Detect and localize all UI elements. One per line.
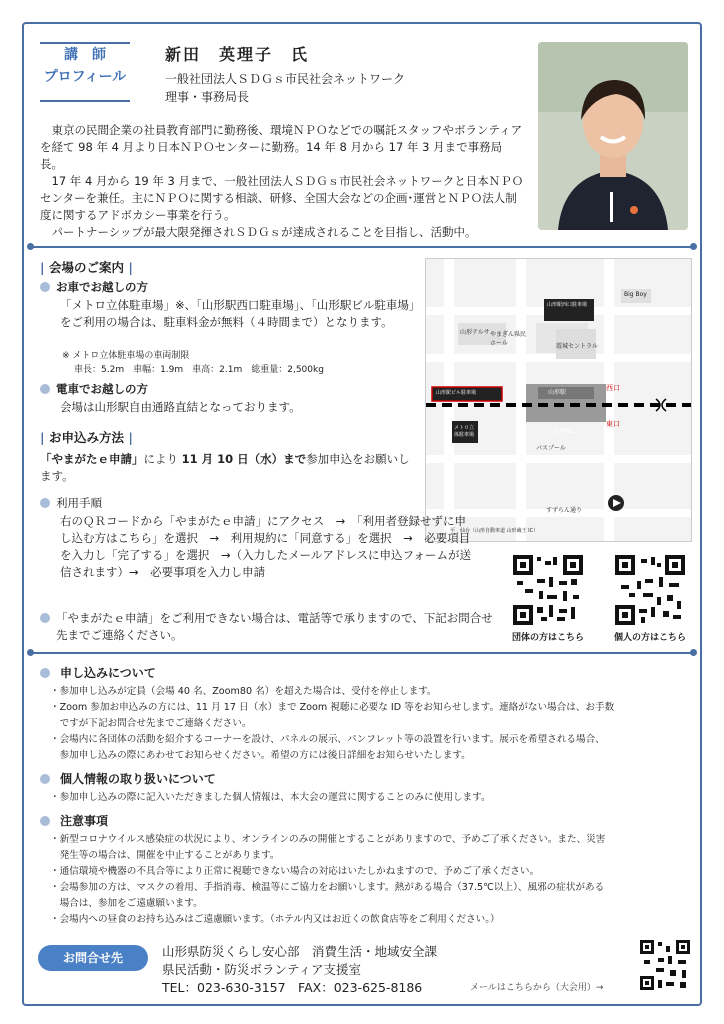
- lecturer-photo: [538, 42, 688, 230]
- note-line: ・参加申し込みが定員（会場 40 名、Zoom80 名）を超えた場合は、受付を停止します。: [50, 686, 437, 697]
- qr-caption-individual: 個人の方はこちら: [613, 633, 686, 643]
- map-label: 山形駅西口駐車場: [547, 302, 588, 308]
- contact-pill: お問合せ先: [38, 945, 148, 971]
- contact-info: [162, 943, 437, 997]
- lecturer-label-line1: 講 師: [64, 47, 106, 63]
- contact-line3: TEL：023-630-3157 FAX：023-625-8186: [162, 980, 423, 995]
- mail-note: メールはこちらから（大会用）→: [470, 983, 604, 993]
- venue-heading: | 会場のご案内 |: [40, 260, 133, 275]
- qr-caption-group: 団体の方はこちら: [511, 633, 584, 643]
- qr-code-mail[interactable]: [640, 940, 690, 990]
- steps-title: 利用手順: [40, 495, 102, 512]
- map-label: 霞城セントラル: [556, 343, 598, 350]
- note-line: ですが下記お問合せ先までご連絡ください。: [50, 718, 252, 729]
- map-label: 山形テルサ: [460, 329, 490, 336]
- lecturer-org-line2: 理事・事務局長: [165, 90, 250, 104]
- notes-heading-apply: 申し込みについて: [40, 662, 690, 681]
- note-line: ・通信環境や機器の不具合等により正常に視聴できない場合の対応はいたしかねますので、予めご了承ください。: [50, 866, 540, 877]
- note-line: ・新型コロナウイルス感染症の状況により、オンラインのみの開催とすることがありますので、予めご了承ください。また、災害: [50, 834, 606, 845]
- lecturer-label: [40, 42, 130, 102]
- map-label: 山形駅ビル駐車場: [436, 390, 477, 396]
- map-label: 至 仙台（山形自動車道 山形蔵王 IC）: [450, 528, 539, 534]
- note-line: ・Zoom 参加お申込みの方には、11 月 17 日（水）まで Zoom 視聴に必要な ID 等をお知らせします。連絡がない場合は、お手数: [50, 702, 615, 713]
- steps-text: 右のＱＲコードから「やまがたｅ申請」にアクセス → 「利用者登録せずに申し込む方はこちら」を選択 → 利用規約に「同意する」を選択 → 必要項目を入力し「完了する」を選択 →（入力したメールアドレスに申込フォームが送信されます）→ 必要事項を入力し申請: [60, 514, 471, 579]
- contact-line1: 山形県防災くらし安心部 消費生活・地域安全課: [162, 944, 438, 959]
- map-label: メトロ立体駐車場: [454, 425, 475, 438]
- map-label: パスプール: [536, 445, 566, 452]
- train-title: 電車でお越しの方: [40, 381, 148, 398]
- lecturer-name: 新田 英理子 氏: [165, 45, 310, 64]
- alt-text: 「やまがたｅ申請」をご利用できない場合は、電話等で承りますので、下記お問合せ先までご連絡ください。: [40, 610, 496, 644]
- contact-line2: 県民活動・防災ボランティア支援室: [162, 962, 362, 977]
- map-label: 山形駅: [548, 389, 567, 396]
- map-label: 西口: [606, 384, 620, 392]
- note-line: ・会場参加の方は、マスクの着用、手指消毒、検温等にご協力をお願いします。熱がある場合（37.5℃以上）、風邪の症状がある: [50, 882, 605, 893]
- divider: [30, 652, 694, 654]
- map-label: S-PAL: [554, 427, 574, 435]
- note-line: ・参加申し込みの際に記入いただきました個人情報は、本大会の運営に関することのみに使用します。: [50, 792, 491, 803]
- note-line: 発生等の場合は、開催を中止することがあります。: [50, 850, 280, 861]
- bio-paragraph: パートナーシップが最大限発揮されＳＤＧｓが達成されることを目指し、活動中。: [51, 225, 477, 239]
- qr-code-individual[interactable]: [615, 555, 685, 625]
- map-label: Big Boy: [624, 291, 647, 298]
- lecturer-org: [165, 70, 405, 106]
- bio-paragraph: 東京の民間企業の社員教育部門に勤務後、環境ＮＰＯなどでの嘱託スタッフやボランティアを経て 98 年 4 月より日本ＮＰＯセンターに勤務。14 年 8 月から 17 年 3 月まで事務局長。: [40, 123, 523, 171]
- car-note2: 車長：5.2m 車幅：1.9m 車高：2.1m 総重量：2,500kg: [74, 365, 324, 375]
- access-map: [425, 258, 692, 542]
- apply-lead: 「やまがたｅ申請」により 11 月 10 日（水）まで参加申込をお願いします。: [40, 452, 410, 483]
- car-note1: ※ メトロ立体駐車場の車両制限: [62, 351, 190, 361]
- map-label: すずらん通り: [546, 507, 583, 514]
- map-label: やまぎん県民ホール: [490, 331, 527, 347]
- note-line: ・会場内に各団体の活動を紹介するコーナーを設け、パネルの展示、パンフレット等の設置を行います。展示を希望される場合、: [50, 734, 605, 745]
- lecturer-org-line1: 一般社団法人ＳＤＧｓ市民社会ネットワーク: [165, 72, 406, 86]
- train-text: 会場は山形駅自由通路直結となっております。: [60, 400, 301, 414]
- divider: [30, 246, 694, 248]
- qr-code-group[interactable]: [513, 555, 583, 625]
- note-line: 場合は、参加をご遠慮願います。: [50, 898, 203, 909]
- lecturer-label-line2: プロフィール: [43, 69, 127, 85]
- car-title: お車でお越しの方: [40, 279, 148, 296]
- map-label: 東口: [606, 420, 620, 428]
- car-text: 「メトロ立体駐車場」※、「山形駅西口駐車場」、「山形駅ビル駐車場」をご利用の場合は、駐車料金が無料（４時間まで）となります。: [60, 298, 415, 329]
- apply-heading: | お申込み方法 |: [40, 430, 133, 445]
- notes-heading-caution: 注意事項: [40, 810, 690, 829]
- bio-paragraph: 17 年 4 月から 19 年 3 月まで、一般社団法人ＳＤＧｓ市民社会ネットワークと日本ＮＰＯセンターを兼任。主にＮＰＯに関する相談、研修、全国大会などの企画･運営とＮＰＯ法人制度に関するアドボカシー事業を行う。: [40, 174, 524, 222]
- note-line: ・会場内への昼食のお持ち込みはご遠慮願います。（ホテル内又はお近くの飲食店等をご利用ください。）: [50, 914, 500, 925]
- notes-heading-privacy: 個人情報の取り扱いについて: [40, 768, 690, 787]
- lecturer-bio: [40, 122, 525, 241]
- note-line: 参加申し込みの際にあわせてお知らせください。希望の方には後日詳細をお知らせいたします。: [50, 750, 471, 761]
- notes-section: [40, 662, 690, 928]
